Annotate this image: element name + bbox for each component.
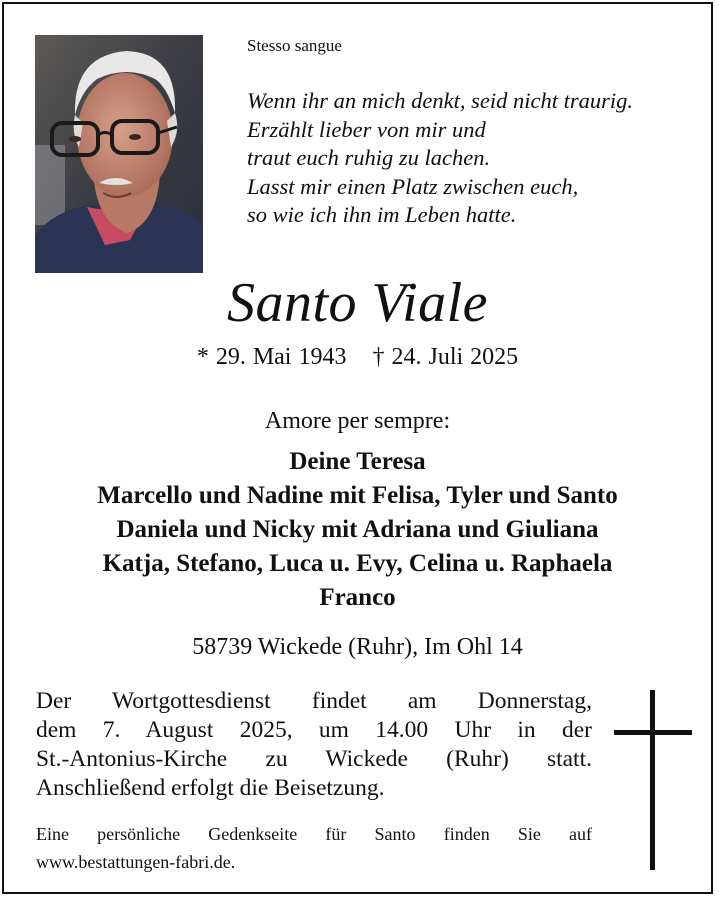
poem-line: traut euch ruhig zu lachen.: [247, 145, 491, 170]
service-line: dem 7. August 2025, um 14.00 Uhr in der: [36, 717, 592, 743]
poem-line: Erzählt lieber von mir und: [247, 116, 486, 142]
life-dates: [4, 344, 711, 371]
family-intro: Amore per sempre:: [264, 408, 451, 434]
service-line: St.-Antonius-Kirche zu Wickede (Ruhr) statt.: [36, 746, 592, 772]
family-line: Daniela und Nicky mit Adriana und Giuliana: [116, 516, 599, 543]
poem-line: Lasst mir einen Platz zwischen euch,: [247, 173, 579, 199]
poem-line: so wie ich ihn im Leben hatte.: [247, 202, 517, 227]
memorial-notice: [36, 820, 592, 876]
memorial-line: Eine persönliche Gedenkseite für Santo finden Sie auf: [36, 824, 592, 844]
obituary-card: [2, 2, 713, 894]
service-line: Anschließend erfolgt die Beisetzung.: [36, 775, 385, 801]
service-notice: [36, 687, 592, 803]
portrait-photo: [35, 35, 203, 273]
family-line: Marcello und Nadine mit Felisa, Tyler und Santo: [97, 482, 618, 509]
death-date: † 24. Juli 2025: [372, 344, 519, 370]
family-address: 58739 Wickede (Ruhr), Im Ohl 14: [192, 634, 523, 660]
service-line: Der Wortgottesdienst findet am Donnerstag,: [36, 688, 592, 714]
poem: [247, 87, 633, 230]
cross-icon: [614, 690, 692, 870]
family-line: Katja, Stefano, Luca u. Evy, Celina u. Raphaela: [102, 550, 613, 577]
portrait-illustration: [35, 35, 203, 273]
deceased-name: Santo Viale: [226, 272, 489, 334]
poem-line: Wenn ihr an mich denkt, seid nicht traurig.: [247, 88, 634, 113]
motto: Stesso sangue: [247, 36, 342, 55]
birth-date: * 29. Mai 1943: [196, 344, 347, 370]
family-list: [4, 445, 711, 615]
family-line: Deine Teresa: [289, 448, 426, 475]
memorial-link[interactable]: www.bestattungen-fabri.de.: [36, 852, 236, 872]
family-line: Franco: [319, 584, 396, 611]
